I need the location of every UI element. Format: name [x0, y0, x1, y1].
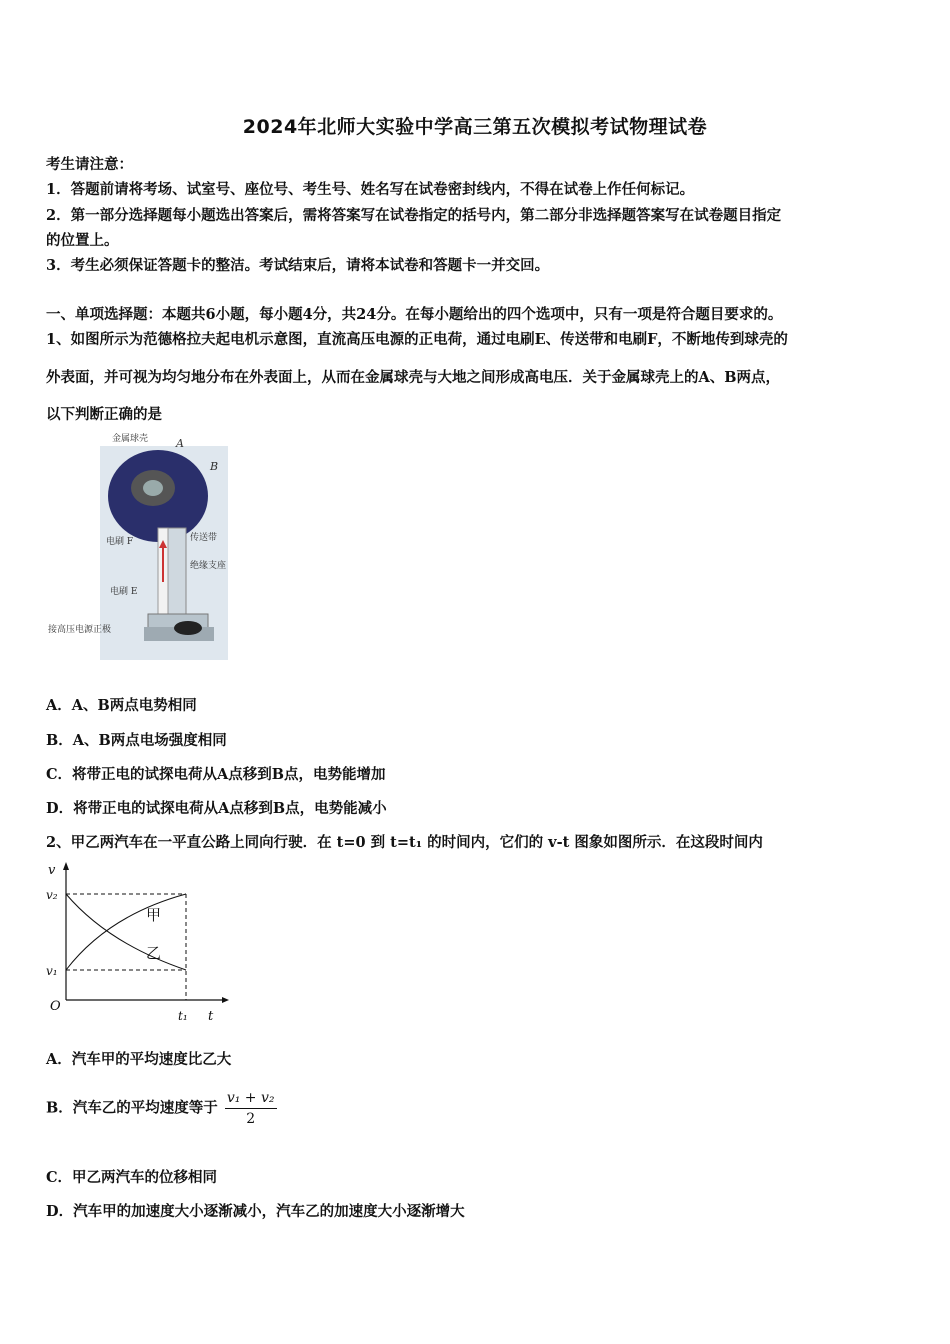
label-brush-e: 电刷 E	[110, 587, 138, 597]
notice-item-2: 2．第一部分选择题每小题选出答案后，需将答案写在试卷指定的括号内，第二部分非选择题答案写在试卷题目指定	[46, 207, 782, 224]
q2-stem: 2、甲乙两汽车在一平直公路上同向行驶．在 t=0 到 t=t₁ 的时间内，它们的 v-t 图象如图所示．在这段时间内	[46, 834, 763, 851]
q2-option-a: A．汽车甲的平均速度比乙大	[46, 1051, 232, 1068]
q1-stem-line-1: 1、如图所示为范德格拉夫起电机示意图，直流高压电源的正电荷，通过电刷E、传送带和电刷F，不断地传到球壳的	[46, 331, 788, 348]
label-support: 绝缘支座	[190, 561, 227, 571]
label-shell: 金属球壳	[112, 434, 149, 444]
notice-item-1: 1．答题前请将考场、试室号、座位号、考生号、姓名写在试卷密封线内，不得在试卷上作任何标记。	[46, 181, 695, 198]
label-b: B	[210, 460, 219, 473]
x-tick-t1: t₁	[178, 1009, 188, 1023]
notice-item-3: 3．考生必须保证答题卡的整洁。考试结束后，请将本试卷和答题卡一并交回。	[46, 257, 550, 274]
label-source: 接高压电源正极	[48, 625, 112, 635]
x-axis-label: t	[208, 1009, 214, 1024]
page-title: 2024年北师大实验中学高三第五次模拟考试物理试卷	[242, 116, 708, 138]
series-curve-1	[66, 894, 186, 970]
fraction-denominator: 2	[246, 1111, 256, 1127]
van-de-graaff-figure	[48, 432, 248, 662]
q2-option-d: D．汽车甲的加速度大小逐渐减小，汽车乙的加速度大小逐渐增大	[46, 1203, 465, 1220]
series-curve-2	[66, 894, 186, 970]
q2-option-b	[46, 1090, 277, 1127]
vt-graph	[40, 858, 240, 1028]
label-a: A	[176, 437, 184, 450]
q1-option-b: B．A、B两点电场强度相同	[46, 732, 227, 749]
y-tick-v1: v₁	[46, 964, 58, 978]
series-label-1: 甲	[146, 906, 162, 924]
section-heading: 一、单项选择题：本题共6小题，每小题4分，共24分。在每小题给出的四个选项中，只有一项是符合题目要求的。	[46, 306, 783, 323]
fraction-numerator: v₁ + v₂	[225, 1090, 277, 1109]
q1-option-c: C．将带正电的试探电荷从A点移到B点，电势能增加	[46, 766, 386, 783]
q1-option-d: D．将带正电的试探电荷从A点移到B点，电势能减小	[46, 800, 387, 817]
notice-item-2-cont: 的位置上。	[46, 232, 119, 249]
q1-option-a: A．A、B两点电势相同	[46, 697, 197, 714]
notice-heading: 考生请注意：	[46, 156, 133, 173]
label-brush-f: 电刷 F	[106, 537, 134, 547]
q1-stem-line-3: 以下判断正确的是	[46, 406, 162, 423]
q1-stem-line-2: 外表面，并可视为均匀地分布在外表面上，从而在金属球壳与大地之间形成高电压．关于金属球壳上的A、B两点，	[46, 369, 781, 386]
series-label-2: 乙	[146, 944, 162, 962]
y-axis-label: v	[48, 863, 56, 878]
x-axis-arrow	[222, 997, 229, 1003]
y-tick-v2: v₂	[46, 888, 58, 902]
insulating-support	[166, 528, 186, 626]
origin-label: O	[50, 999, 61, 1014]
y-axis-arrow	[63, 862, 69, 870]
fraction	[225, 1090, 277, 1127]
q2-option-b-text: B．汽车乙的平均速度等于	[46, 1099, 218, 1117]
label-belt: 传送带	[190, 533, 218, 543]
q2-option-c: C．甲乙两汽车的位移相同	[46, 1169, 218, 1186]
